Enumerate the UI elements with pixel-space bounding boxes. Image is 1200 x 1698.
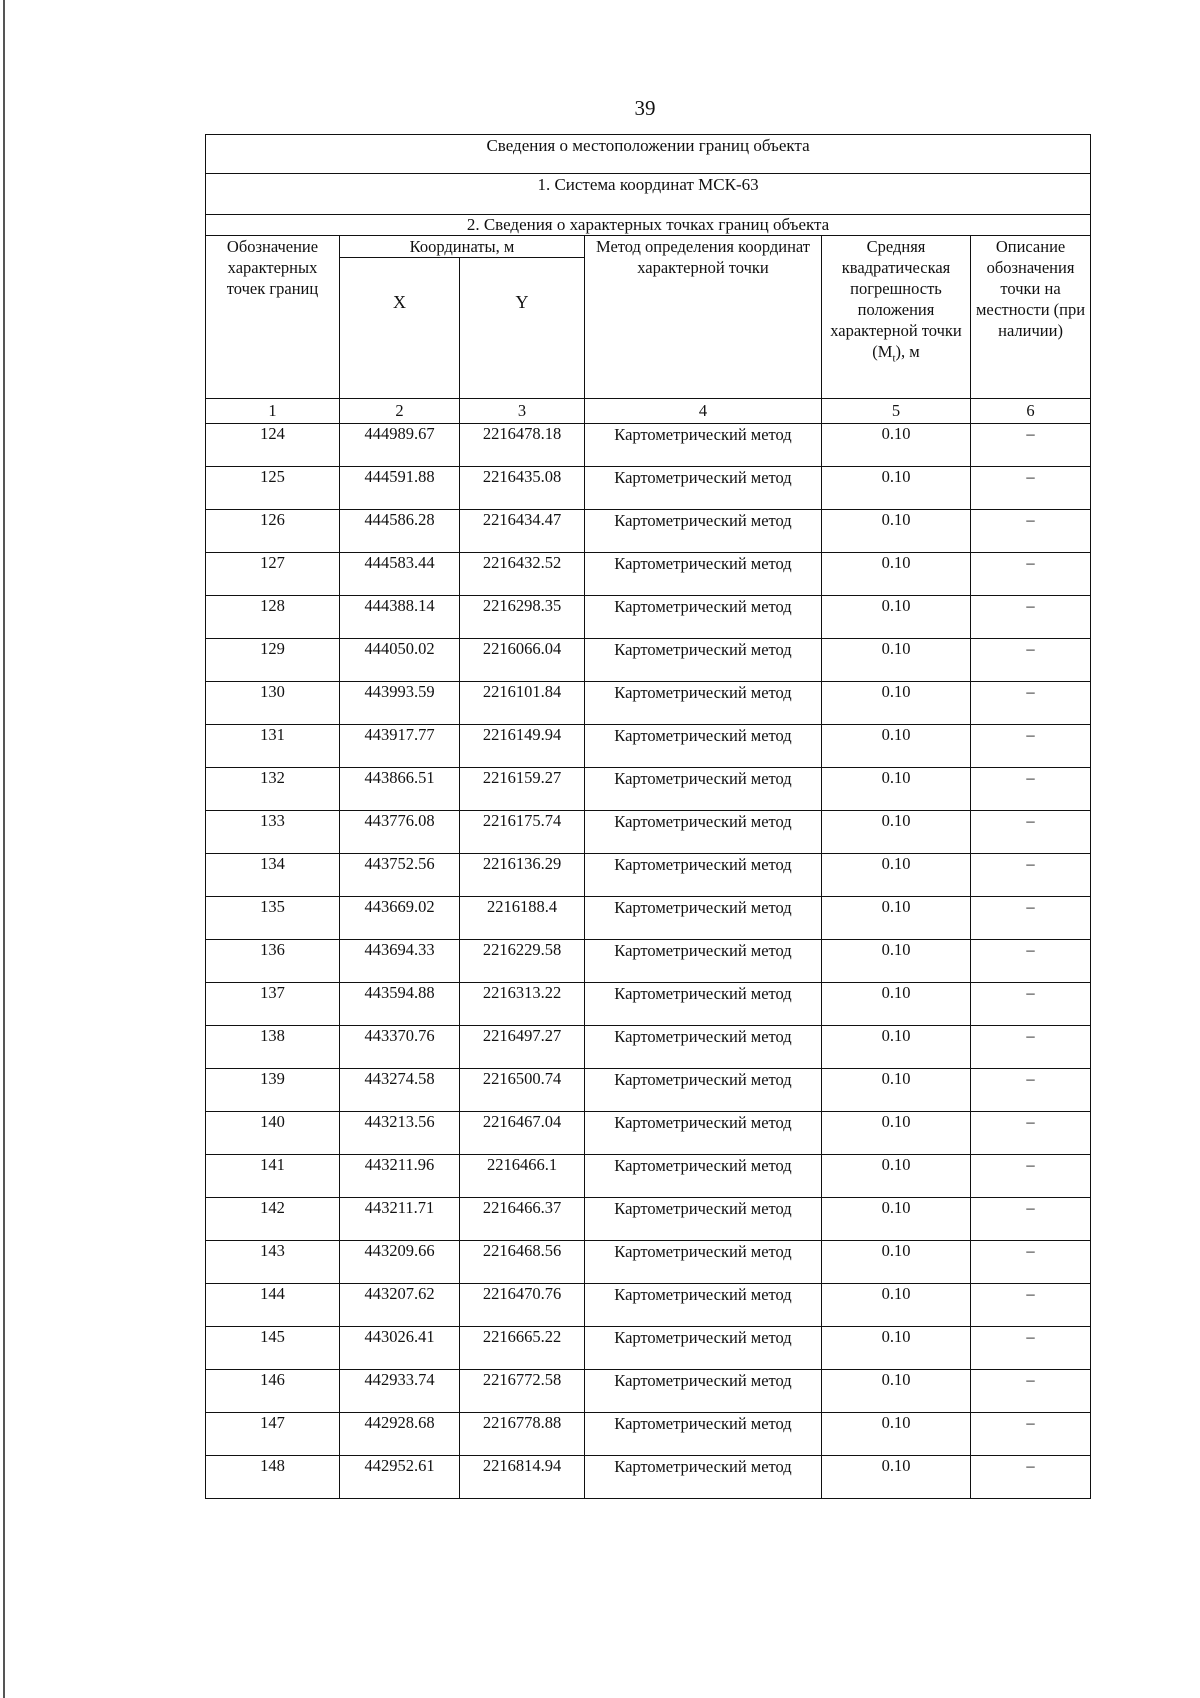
method-cell: Картометрический метод: [585, 1198, 822, 1241]
table-row: [206, 1456, 1091, 1499]
header-error: Средняя квадратическая погрешность положения характерной точки $(M_t)$, м: [822, 236, 971, 399]
table-row: [206, 510, 1091, 553]
x-coordinate-cell: 444989.67: [340, 424, 460, 467]
point-cell: 128: [206, 596, 340, 639]
error-cell: 0.10: [822, 1198, 971, 1241]
method-cell: Картометрический метод: [585, 596, 822, 639]
method-cell: Картометрический метод: [585, 811, 822, 854]
section-title: 2. Сведения о характерных точках границ объекта: [206, 215, 1091, 236]
method-cell: Картометрический метод: [585, 1327, 822, 1370]
table-row: [206, 596, 1091, 639]
x-coordinate-cell: 443752.56: [340, 854, 460, 897]
table-row: [206, 467, 1091, 510]
x-coordinate-cell: 443370.76: [340, 1026, 460, 1069]
error-cell: 0.10: [822, 1413, 971, 1456]
y-coordinate-cell: 2216066.04: [460, 639, 585, 682]
error-cell: 0.10: [822, 811, 971, 854]
x-coordinate-cell: 443274.58: [340, 1069, 460, 1112]
description-cell: –: [971, 596, 1091, 639]
table-row: [206, 1198, 1091, 1241]
error-cell: 0.10: [822, 1026, 971, 1069]
method-cell: Картометрический метод: [585, 424, 822, 467]
description-cell: –: [971, 983, 1091, 1026]
x-coordinate-cell: 444583.44: [340, 553, 460, 596]
column-number: 4: [585, 399, 822, 424]
method-cell: Картометрический метод: [585, 1112, 822, 1155]
error-cell: 0.10: [822, 1155, 971, 1198]
point-cell: 129: [206, 639, 340, 682]
y-coordinate-cell: 2216665.22: [460, 1327, 585, 1370]
point-cell: 144: [206, 1284, 340, 1327]
method-cell: Картометрический метод: [585, 1456, 822, 1499]
header-method: Метод определения координат характерной точки: [585, 236, 822, 399]
method-cell: Картометрический метод: [585, 510, 822, 553]
table-row: [206, 1327, 1091, 1370]
description-cell: –: [971, 1112, 1091, 1155]
table-row: [206, 725, 1091, 768]
point-cell: 137: [206, 983, 340, 1026]
error-cell: 0.10: [822, 596, 971, 639]
y-coordinate-cell: 2216470.76: [460, 1284, 585, 1327]
y-coordinate-cell: 2216149.94: [460, 725, 585, 768]
header-x: X: [340, 258, 460, 399]
header-description: Описание обозначения точки на местности (при наличии): [971, 236, 1091, 399]
error-cell: 0.10: [822, 983, 971, 1026]
error-cell: 0.10: [822, 424, 971, 467]
description-cell: –: [971, 768, 1091, 811]
x-coordinate-cell: 444591.88: [340, 467, 460, 510]
point-cell: 139: [206, 1069, 340, 1112]
y-coordinate-cell: 2216434.47: [460, 510, 585, 553]
coordinate-system: 1. Система координат МСК-63: [206, 174, 1091, 215]
table-row: [206, 983, 1091, 1026]
x-coordinate-cell: 443213.56: [340, 1112, 460, 1155]
column-numbers-row: [206, 399, 1091, 424]
table-row: [206, 768, 1091, 811]
description-cell: –: [971, 467, 1091, 510]
error-cell: 0.10: [822, 639, 971, 682]
method-cell: Картометрический метод: [585, 897, 822, 940]
y-coordinate-cell: 2216772.58: [460, 1370, 585, 1413]
description-cell: –: [971, 1069, 1091, 1112]
description-cell: –: [971, 1198, 1091, 1241]
error-cell: 0.10: [822, 1456, 971, 1499]
x-coordinate-cell: 443694.33: [340, 940, 460, 983]
y-coordinate-cell: 2216313.22: [460, 983, 585, 1026]
y-coordinate-cell: 2216432.52: [460, 553, 585, 596]
error-cell: 0.10: [822, 510, 971, 553]
y-coordinate-cell: 2216478.18: [460, 424, 585, 467]
y-coordinate-cell: 2216188.4: [460, 897, 585, 940]
error-cell: 0.10: [822, 897, 971, 940]
x-coordinate-cell: 443776.08: [340, 811, 460, 854]
column-number: 1: [206, 399, 340, 424]
method-cell: Картометрический метод: [585, 682, 822, 725]
point-cell: 130: [206, 682, 340, 725]
error-cell: 0.10: [822, 1327, 971, 1370]
table-row: [206, 1155, 1091, 1198]
method-cell: Картометрический метод: [585, 940, 822, 983]
table-row: [206, 553, 1091, 596]
point-cell: 126: [206, 510, 340, 553]
point-cell: 147: [206, 1413, 340, 1456]
boundary-points-table: [205, 134, 1091, 1499]
point-cell: 134: [206, 854, 340, 897]
x-coordinate-cell: 442928.68: [340, 1413, 460, 1456]
table-row: [206, 1026, 1091, 1069]
point-cell: 131: [206, 725, 340, 768]
y-coordinate-cell: 2216229.58: [460, 940, 585, 983]
description-cell: –: [971, 1155, 1091, 1198]
table-row: [206, 424, 1091, 467]
x-coordinate-cell: 443211.71: [340, 1198, 460, 1241]
y-coordinate-cell: 2216175.74: [460, 811, 585, 854]
error-cell: 0.10: [822, 725, 971, 768]
x-coordinate-cell: 444050.02: [340, 639, 460, 682]
table-row: [206, 1413, 1091, 1456]
y-coordinate-cell: 2216466.37: [460, 1198, 585, 1241]
x-coordinate-cell: 443207.62: [340, 1284, 460, 1327]
method-cell: Картометрический метод: [585, 1413, 822, 1456]
description-cell: –: [971, 510, 1091, 553]
description-cell: –: [971, 639, 1091, 682]
point-cell: 140: [206, 1112, 340, 1155]
y-coordinate-cell: 2216468.56: [460, 1241, 585, 1284]
point-cell: 136: [206, 940, 340, 983]
table-row: [206, 1370, 1091, 1413]
x-coordinate-cell: 444586.28: [340, 510, 460, 553]
method-cell: Картометрический метод: [585, 1241, 822, 1284]
table-row: [206, 811, 1091, 854]
x-coordinate-cell: 443993.59: [340, 682, 460, 725]
y-coordinate-cell: 2216466.1: [460, 1155, 585, 1198]
description-cell: –: [971, 940, 1091, 983]
error-cell: 0.10: [822, 1069, 971, 1112]
method-cell: Картометрический метод: [585, 983, 822, 1026]
y-coordinate-cell: 2216136.29: [460, 854, 585, 897]
y-coordinate-cell: 2216814.94: [460, 1456, 585, 1499]
x-coordinate-cell: 443026.41: [340, 1327, 460, 1370]
table-title: Сведения о местоположении границ объекта: [206, 135, 1091, 174]
point-cell: 125: [206, 467, 340, 510]
table-row: [206, 940, 1091, 983]
description-cell: –: [971, 811, 1091, 854]
column-number: 6: [971, 399, 1091, 424]
point-cell: 138: [206, 1026, 340, 1069]
point-cell: 135: [206, 897, 340, 940]
error-cell: 0.10: [822, 940, 971, 983]
point-cell: 141: [206, 1155, 340, 1198]
y-coordinate-cell: 2216778.88: [460, 1413, 585, 1456]
point-cell: 133: [206, 811, 340, 854]
method-cell: Картометрический метод: [585, 1069, 822, 1112]
method-cell: Картометрический метод: [585, 553, 822, 596]
table-row: [206, 854, 1091, 897]
error-cell: 0.10: [822, 1112, 971, 1155]
method-cell: Картометрический метод: [585, 1026, 822, 1069]
column-number: 3: [460, 399, 585, 424]
description-cell: –: [971, 553, 1091, 596]
table-row: [206, 1241, 1091, 1284]
table-row: [206, 639, 1091, 682]
error-cell: 0.10: [822, 682, 971, 725]
error-cell: 0.10: [822, 768, 971, 811]
table-row: [206, 682, 1091, 725]
table-row: [206, 1284, 1091, 1327]
description-cell: –: [971, 1370, 1091, 1413]
header-coordinates: Координаты, м: [340, 236, 585, 258]
method-cell: Картометрический метод: [585, 854, 822, 897]
point-cell: 124: [206, 424, 340, 467]
error-cell: 0.10: [822, 1241, 971, 1284]
method-cell: Картометрический метод: [585, 725, 822, 768]
description-cell: –: [971, 1026, 1091, 1069]
error-cell: 0.10: [822, 1370, 971, 1413]
description-cell: –: [971, 1456, 1091, 1499]
point-cell: 132: [206, 768, 340, 811]
description-cell: –: [971, 854, 1091, 897]
scan-edge-line: [3, 0, 5, 1698]
description-cell: –: [971, 682, 1091, 725]
x-coordinate-cell: 442933.74: [340, 1370, 460, 1413]
method-cell: Картометрический метод: [585, 1284, 822, 1327]
description-cell: –: [971, 424, 1091, 467]
x-coordinate-cell: 443211.96: [340, 1155, 460, 1198]
y-coordinate-cell: 2216159.27: [460, 768, 585, 811]
method-cell: Картометрический метод: [585, 1370, 822, 1413]
point-cell: 142: [206, 1198, 340, 1241]
description-cell: –: [971, 1241, 1091, 1284]
point-cell: 143: [206, 1241, 340, 1284]
table-row: [206, 1112, 1091, 1155]
error-cell: 0.10: [822, 854, 971, 897]
method-cell: Картометрический метод: [585, 467, 822, 510]
description-cell: –: [971, 725, 1091, 768]
description-cell: –: [971, 897, 1091, 940]
x-coordinate-cell: 442952.61: [340, 1456, 460, 1499]
y-coordinate-cell: 2216435.08: [460, 467, 585, 510]
header-y: Y: [460, 258, 585, 399]
header-point-designation: Обозначение характерных точек границ: [206, 236, 340, 399]
point-cell: 148: [206, 1456, 340, 1499]
table-row: [206, 897, 1091, 940]
column-number: 2: [340, 399, 460, 424]
error-cell: 0.10: [822, 553, 971, 596]
table-row: [206, 1069, 1091, 1112]
point-cell: 146: [206, 1370, 340, 1413]
method-cell: Картометрический метод: [585, 1155, 822, 1198]
error-cell: 0.10: [822, 1284, 971, 1327]
page-number: 39: [634, 96, 656, 120]
column-number: 5: [822, 399, 971, 424]
y-coordinate-cell: 2216497.27: [460, 1026, 585, 1069]
x-coordinate-cell: 443917.77: [340, 725, 460, 768]
x-coordinate-cell: 443669.02: [340, 897, 460, 940]
y-coordinate-cell: 2216500.74: [460, 1069, 585, 1112]
x-coordinate-cell: 444388.14: [340, 596, 460, 639]
method-cell: Картометрический метод: [585, 639, 822, 682]
x-coordinate-cell: 443866.51: [340, 768, 460, 811]
y-coordinate-cell: 2216467.04: [460, 1112, 585, 1155]
description-cell: –: [971, 1327, 1091, 1370]
y-coordinate-cell: 2216298.35: [460, 596, 585, 639]
description-cell: –: [971, 1413, 1091, 1456]
x-coordinate-cell: 443209.66: [340, 1241, 460, 1284]
description-cell: –: [971, 1284, 1091, 1327]
point-cell: 127: [206, 553, 340, 596]
y-coordinate-cell: 2216101.84: [460, 682, 585, 725]
point-cell: 145: [206, 1327, 340, 1370]
x-coordinate-cell: 443594.88: [340, 983, 460, 1026]
error-cell: 0.10: [822, 467, 971, 510]
method-cell: Картометрический метод: [585, 768, 822, 811]
